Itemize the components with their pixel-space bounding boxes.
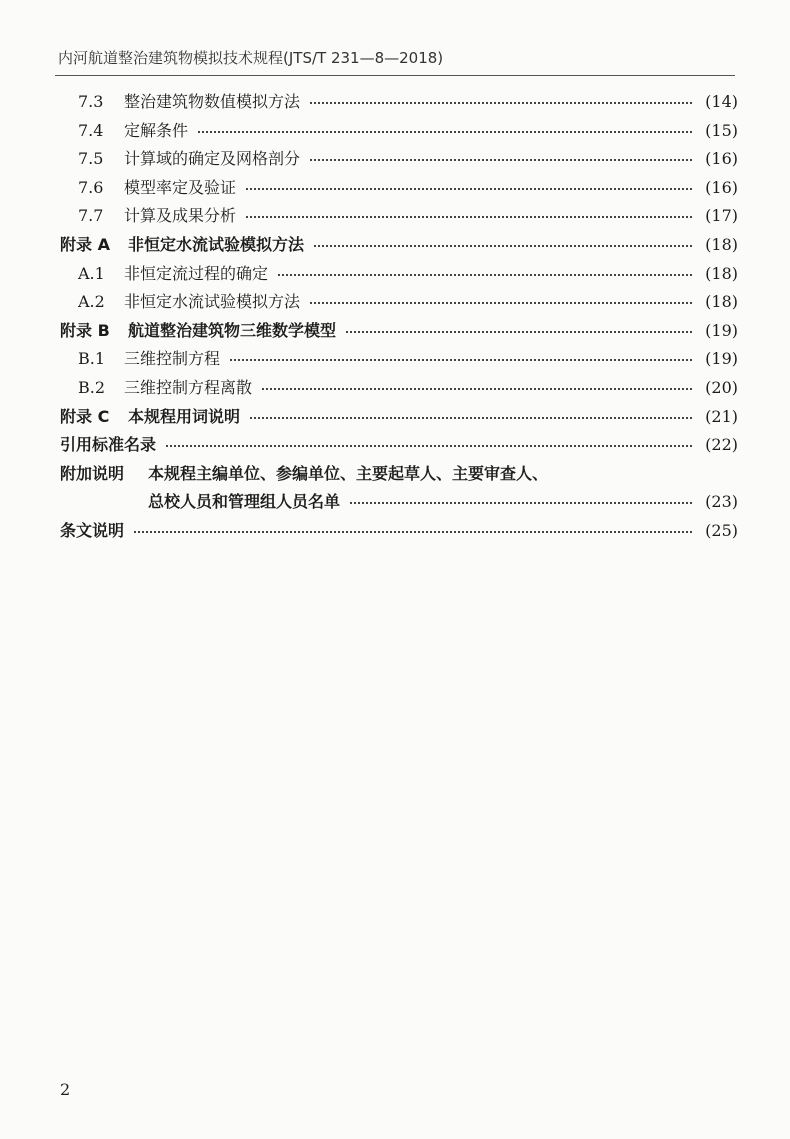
toc-entry[interactable] bbox=[0, 145, 790, 173]
dot-leader bbox=[314, 245, 692, 247]
dot-leader bbox=[134, 531, 692, 533]
dot-leader bbox=[166, 445, 692, 447]
toc-entry-page: (22) bbox=[705, 435, 738, 455]
toc-entry-title: 计算及成果分析 bbox=[124, 206, 237, 226]
toc-entry-title: 整治建筑物数值模拟方法 bbox=[124, 92, 301, 111]
toc-entry-title: 模型率定及验证 bbox=[124, 177, 237, 197]
toc-entry[interactable] bbox=[0, 488, 790, 516]
toc-entry-title: 本规程用词说明 bbox=[128, 406, 241, 426]
header-rule bbox=[55, 75, 735, 76]
dot-leader bbox=[198, 131, 692, 133]
toc-entry-title: 计算域的确定及网格剖分 bbox=[124, 149, 301, 169]
toc-entry[interactable] bbox=[0, 345, 790, 373]
toc-entry-number: A.2 bbox=[78, 292, 105, 312]
toc-entry-title: 引用标准名录 bbox=[60, 435, 157, 455]
toc-entry-number: B.2 bbox=[78, 378, 106, 397]
toc-entry-number: 7.4 bbox=[78, 120, 104, 140]
toc-entry-number: 7.7 bbox=[78, 206, 104, 226]
toc-entry-page: (21) bbox=[705, 406, 738, 426]
toc-entry-title: 三维控制方程离散 bbox=[124, 378, 253, 397]
toc-entry-page: (19) bbox=[705, 320, 738, 340]
toc-entry-page: (15) bbox=[705, 120, 738, 140]
dot-leader bbox=[262, 388, 692, 390]
dot-leader bbox=[246, 188, 692, 190]
toc-entry-number: A.1 bbox=[78, 263, 105, 283]
toc-entry-page: (23) bbox=[705, 492, 738, 512]
dot-leader bbox=[250, 417, 692, 419]
toc-entry-page: (18) bbox=[705, 235, 738, 254]
toc-entry-page: (25) bbox=[705, 521, 738, 540]
dot-leader bbox=[278, 274, 692, 276]
dot-leader bbox=[310, 102, 692, 104]
toc-entry[interactable] bbox=[0, 460, 790, 488]
toc-entry[interactable] bbox=[0, 231, 790, 259]
toc-entry-title: 非恒定水流试验模拟方法 bbox=[124, 292, 301, 312]
toc-entry[interactable] bbox=[0, 431, 790, 459]
toc-entry[interactable] bbox=[0, 374, 790, 402]
toc-entry-title: 条文说明 bbox=[60, 521, 125, 540]
toc-entry[interactable] bbox=[0, 403, 790, 431]
dot-leader bbox=[350, 502, 692, 504]
toc-entry-title: 定解条件 bbox=[124, 120, 189, 140]
toc-entry-title: 航道整治建筑物三维数学模型 bbox=[128, 320, 337, 340]
toc-entry-number: 7.3 bbox=[78, 92, 104, 111]
toc-entry-number: 7.6 bbox=[78, 177, 104, 197]
toc-entry-page: (20) bbox=[705, 378, 738, 397]
toc-entry-number: 附录 A bbox=[60, 235, 110, 254]
toc-entry-number: 7.5 bbox=[78, 149, 104, 169]
toc-entry-page: (16) bbox=[705, 149, 738, 169]
toc-entry-number: 附录 B bbox=[60, 320, 110, 340]
toc-entry[interactable] bbox=[0, 174, 790, 202]
toc-entry-title: 非恒定水流试验模拟方法 bbox=[128, 235, 305, 254]
toc-entry-page: (17) bbox=[705, 206, 738, 226]
toc-entry-number: 附录 C bbox=[60, 406, 110, 426]
toc-entry-page: (16) bbox=[705, 177, 738, 197]
toc-entry[interactable] bbox=[0, 317, 790, 345]
toc-entry-title: 非恒定流过程的确定 bbox=[124, 263, 269, 283]
toc-entry-title: 本规程主编单位、参编单位、主要起草人、主要审查人、 bbox=[148, 463, 549, 483]
toc-entry-page: (18) bbox=[705, 263, 738, 283]
toc-entry[interactable] bbox=[0, 88, 790, 116]
toc-entry-number: 附加说明 bbox=[60, 463, 125, 483]
dot-leader bbox=[230, 359, 692, 361]
dot-leader bbox=[246, 216, 692, 218]
toc-entry[interactable] bbox=[0, 288, 790, 316]
toc-entry-number: B.1 bbox=[78, 349, 106, 369]
page-number: 2 bbox=[60, 1080, 71, 1099]
toc-entry-title: 总校人员和管理组人员名单 bbox=[148, 492, 341, 512]
toc-entry-title: 三维控制方程 bbox=[124, 349, 221, 369]
toc-entry-page: (14) bbox=[705, 92, 738, 111]
toc-entry[interactable] bbox=[0, 202, 790, 230]
dot-leader bbox=[310, 159, 692, 161]
running-header: 内河航道整治建筑物模拟技术规程(JTS/T 231—8—2018) bbox=[58, 49, 444, 67]
toc-entry-page: (18) bbox=[705, 292, 738, 312]
toc-entry[interactable] bbox=[0, 517, 790, 545]
toc-entry-page: (19) bbox=[705, 349, 738, 369]
toc-entry[interactable] bbox=[0, 117, 790, 145]
toc-entry[interactable] bbox=[0, 260, 790, 288]
dot-leader bbox=[346, 331, 692, 333]
dot-leader bbox=[310, 302, 692, 304]
